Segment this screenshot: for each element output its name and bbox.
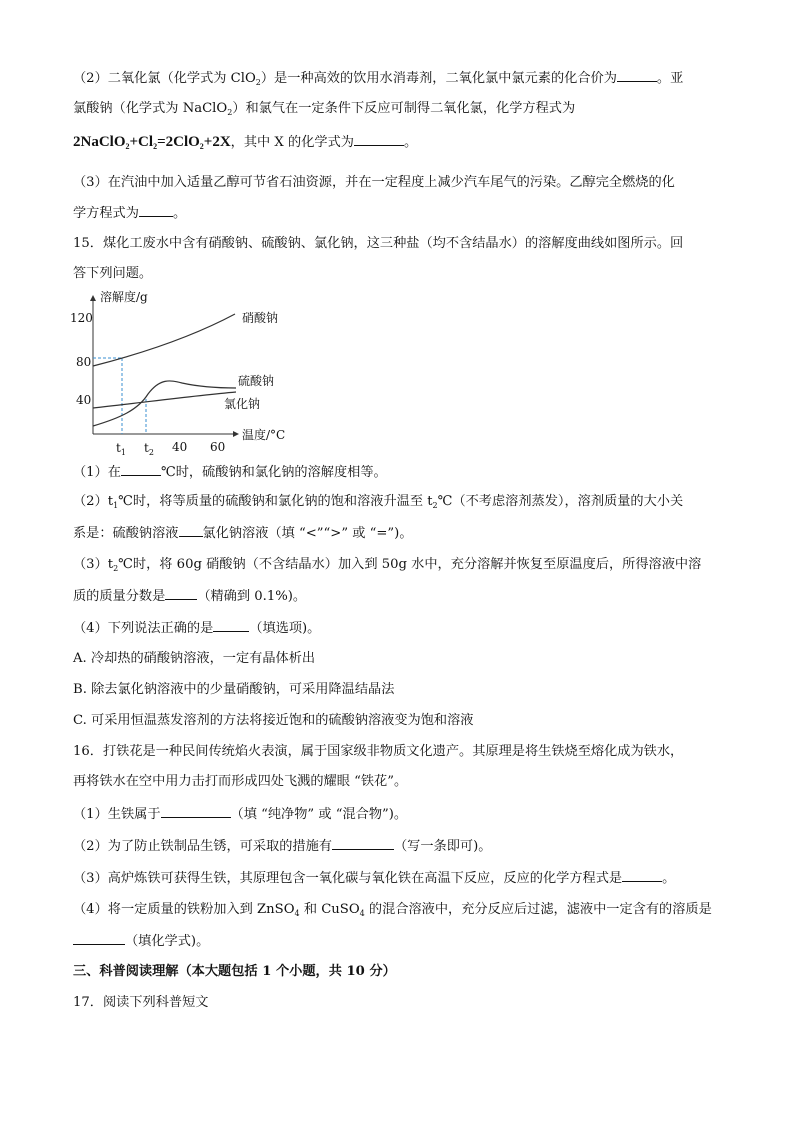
q14-part3-line2 bbox=[73, 204, 186, 223]
q14-part3-line1: （3）在汽油中加入适量乙醇可节省石油资源，并在一定程度上减少汽车尾气的污染。乙醇完全燃烧的化 bbox=[73, 175, 675, 190]
q15-sub4 bbox=[73, 619, 320, 638]
series-label-chloride: 氯化钠 bbox=[224, 397, 261, 411]
text: ）和氯气在一定条件下反应可制得二氧化氯，化学方程式为 bbox=[232, 101, 576, 116]
answer-blank[interactable] bbox=[617, 69, 657, 82]
x-tick-label: 60 bbox=[210, 440, 226, 454]
text: （3）t bbox=[73, 557, 114, 572]
text: ℃（不考虑溶剂蒸发），溶剂质量的大小关 bbox=[437, 494, 684, 509]
text: 氯化钠溶液（填 “<”“>” 或 “=”)。 bbox=[202, 526, 413, 541]
solubility-chart bbox=[60, 286, 320, 456]
text: （4）下列说法正确的是 bbox=[73, 621, 214, 636]
answer-blank[interactable] bbox=[213, 619, 249, 632]
answer-blank[interactable] bbox=[165, 587, 197, 600]
text: （4）将一定质量的铁粉加入到 ZnSO bbox=[73, 902, 295, 917]
y-axis-label: 溶解度/g bbox=[100, 290, 148, 304]
chemical-equation: $2NaClO_2+Cl_2=2ClO_2+2X$ bbox=[73, 134, 231, 151]
q16-sub2 bbox=[73, 837, 491, 856]
q15-sub3-line1 bbox=[73, 556, 701, 578]
text: （填 “纯净物” 或 “混合物”)。 bbox=[230, 807, 408, 822]
answer-blank[interactable] bbox=[179, 524, 203, 537]
answer-blank[interactable] bbox=[121, 463, 161, 476]
q14-part2-line2 bbox=[73, 100, 575, 122]
option-b: B. 除去氯化钠溶液中的少量硝酸钠，可采用降温结晶法 bbox=[73, 682, 395, 697]
curve-sodium-chloride bbox=[93, 392, 236, 408]
subscript: 2 bbox=[227, 108, 233, 117]
text: ）是一种高效的饮用水消毒剂，二氧化氯中氯元素的化合价为 bbox=[260, 71, 617, 86]
q14-part2-line1 bbox=[73, 69, 683, 92]
answer-blank[interactable] bbox=[73, 932, 125, 945]
curve-sodium-sulfate bbox=[93, 381, 236, 426]
text: （精确到 0.1%)。 bbox=[197, 589, 307, 604]
x-tick-label: $t_1$ bbox=[116, 441, 126, 456]
y-tick-label: 120 bbox=[70, 311, 93, 325]
text: 系是：硫酸钠溶液 bbox=[73, 526, 179, 541]
answer-blank[interactable] bbox=[332, 837, 394, 850]
section-heading: 三、科普阅读理解（本大题包括 1 个小题，共 10 分） bbox=[73, 964, 396, 979]
q16-sub1 bbox=[73, 805, 407, 824]
text: （3）高炉炼铁可获得生铁，其原理包含一氧化碳与氧化铁在高温下反应，反应的化学方程式是 bbox=[73, 871, 623, 886]
text: （填选项)。 bbox=[249, 621, 321, 636]
q16-sub4-line1 bbox=[73, 901, 712, 923]
subscript: 4 bbox=[359, 909, 365, 918]
text: ℃时，将等质量的硫酸钠和氯化钠的饱和溶液升温至 t bbox=[118, 494, 433, 509]
y-tick-label: 80 bbox=[76, 355, 92, 369]
q15-stem-line2: 答下列问题。 bbox=[73, 266, 153, 281]
q15-sub2-line1 bbox=[73, 493, 683, 515]
text: （2）二氧化氯（化学式为 ClO bbox=[73, 71, 256, 86]
x-tick-label: $t_2$ bbox=[144, 441, 154, 456]
q15-sub3-line2 bbox=[73, 587, 306, 606]
subscript: 1 bbox=[113, 501, 119, 510]
option-c: C. 可采用恒温蒸发溶剂的方法将接近饱和的硫酸钠溶液变为饱和溶液 bbox=[73, 713, 474, 728]
x-tick-label: 40 bbox=[172, 440, 188, 454]
q14-part2-line3 bbox=[73, 133, 417, 156]
text: ，其中 X 的化学式为 bbox=[230, 135, 354, 150]
q16-sub3 bbox=[73, 869, 675, 888]
q17-stem: 17．阅读下列科普短文 bbox=[73, 995, 209, 1010]
text: （写一条即可)。 bbox=[393, 839, 492, 854]
text: 质的质量分数是 bbox=[73, 589, 166, 604]
text: 。亚 bbox=[656, 71, 684, 86]
subscript: 4 bbox=[294, 909, 300, 918]
text: （1）在 bbox=[73, 465, 121, 480]
text: 和 CuSO bbox=[299, 902, 360, 917]
q15-sub2-line2 bbox=[73, 524, 413, 543]
q16-stem-line1: 16．打铁花是一种民间传统焰火表演，属于国家级非物质文化遗产。其原理是将生铁烧至熔化成为铁水， bbox=[73, 744, 684, 759]
q15-stem-line1: 15．煤化工废水中含有硝酸钠、硫酸钠、氯化钠，这三种盐（均不含结晶水）的溶解度曲线如图所示。回 bbox=[73, 236, 684, 251]
answer-blank[interactable] bbox=[161, 805, 231, 818]
text: 。 bbox=[172, 206, 187, 221]
subscript: 2 bbox=[255, 78, 261, 87]
x-axis-label: 温度/°C bbox=[242, 428, 286, 442]
text: （2）为了防止铁制品生锈，可采取的措施有 bbox=[73, 839, 332, 854]
q15-sub1 bbox=[73, 463, 387, 482]
subscript: 2 bbox=[113, 564, 119, 573]
q16-sub4-line2 bbox=[73, 932, 209, 951]
text: ℃时，硫酸钠和氯化钠的溶解度相等。 bbox=[160, 465, 387, 480]
text: 学方程式为 bbox=[73, 206, 139, 221]
text: （填化学式)。 bbox=[125, 934, 210, 949]
answer-blank[interactable] bbox=[622, 869, 662, 882]
q16-stem-line2: 再将铁水在空中用力击打而形成四处飞溅的耀眼 “铁花”。 bbox=[73, 774, 408, 789]
answer-blank[interactable] bbox=[139, 204, 173, 217]
subscript: 2 bbox=[432, 501, 438, 510]
text: （2）t bbox=[73, 494, 114, 509]
text: ℃时，将 60g 硝酸钠（不含结晶水）加入到 50g 水中，充分溶解并恢复至原温度后，所得溶液中溶 bbox=[118, 557, 702, 572]
answer-blank[interactable] bbox=[354, 133, 404, 146]
text: （1）生铁属于 bbox=[73, 807, 161, 822]
text: 。 bbox=[662, 871, 676, 886]
option-a: A. 冷却热的硝酸钠溶液，一定有晶体析出 bbox=[73, 651, 316, 666]
text: 氯酸钠（化学式为 NaClO bbox=[73, 101, 228, 116]
series-label-sulfate: 硫酸钠 bbox=[238, 374, 275, 388]
text: 。 bbox=[403, 135, 418, 150]
series-label-nitrate: 硝酸钠 bbox=[242, 311, 279, 325]
y-tick-label: 40 bbox=[76, 393, 92, 407]
text: 的混合溶液中，充分反应后过滤，滤液中一定含有的溶质是 bbox=[364, 902, 712, 917]
